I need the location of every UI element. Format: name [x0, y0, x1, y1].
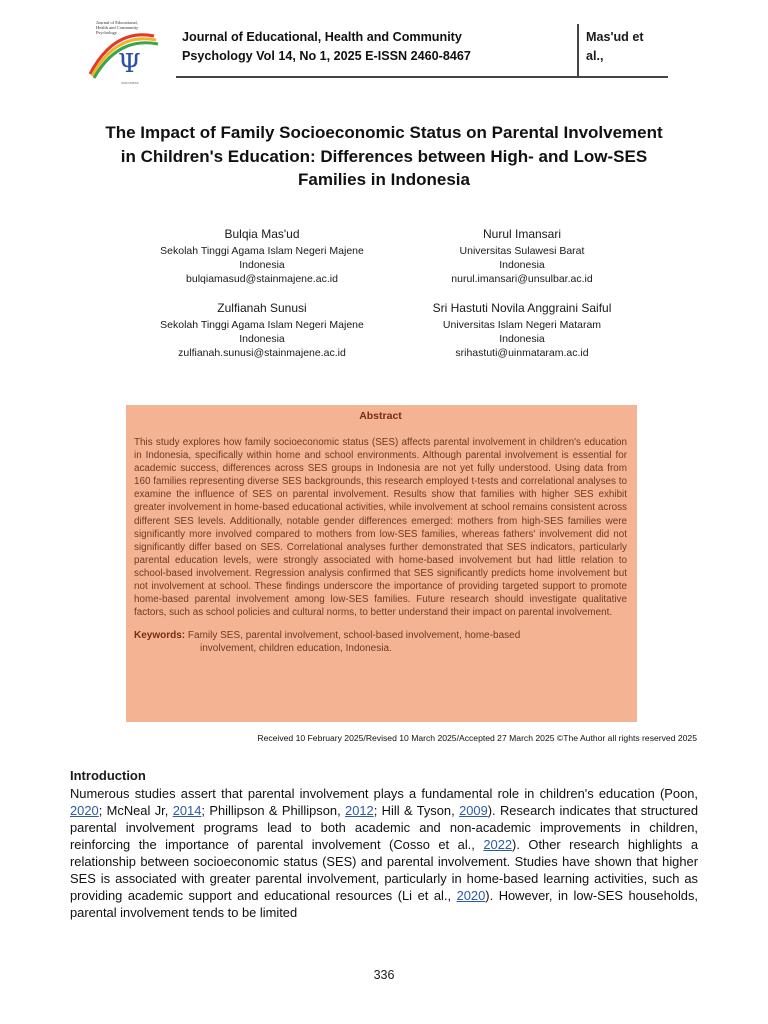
journal-title-line1: Journal of Educational, Health and Community [182, 30, 462, 44]
svg-text:UMS PRESS: UMS PRESS [121, 81, 139, 85]
introduction-paragraph [70, 785, 698, 921]
author-name: Sri Hastuti Novila Anggraini Saiful [432, 301, 612, 315]
author-block [382, 300, 662, 360]
received-dates: Received 10 February 2025/Revised 10 March 2025/Accepted 27 March 2025 ©The Author all rights reserved 2025 [257, 733, 697, 743]
svg-text:Health and Community: Health and Community [96, 25, 139, 30]
intro-text-part: ; Hill & Tyson, [373, 803, 460, 818]
header-vertical-divider [577, 24, 579, 78]
svg-text:Ψ: Ψ [118, 49, 141, 79]
journal-logo [84, 14, 172, 86]
author-affiliation: Sekolah Tinggi Agama Islam Negeri Majene [160, 319, 364, 331]
author-block [122, 300, 402, 360]
abstract-box [126, 405, 637, 722]
header-authors-line2: al., [586, 49, 604, 63]
header-horizontal-divider [176, 76, 668, 78]
svg-text:Journal of Educational,: Journal of Educational, [96, 20, 138, 25]
citation-link[interactable]: 2022 [483, 837, 513, 852]
author-name: Nurul Imansari [482, 227, 562, 241]
abstract-text: This study explores how family socioeconomic status (SES) affects parental involvement in children's education in Indonesia, specifically within home and school environments. Although parental involvement is essential for academic success, differences across SES groups in Indonesia are not yet fully understood. Using data from 160 families representing diverse SES backgrounds, this research employed t-tests and correlational analyses to examine the influence of SES on parental involvement. Results show that families with higher SES exhibit greater involvement in home-based educational activities, while involvement at school remains consistent across different SES levels. Additionally, notable gender differences emerged: mothers from high-SES families were significantly more involved compared to mothers from low-SES families, whereas fathers' involvement did not significantly differ based on SES. Correlational analyses further demonstrated that SES indicators, particularly parental education levels, were strongly associated with home-based involvement but had little relation to school-based involvement. Regression analysis confirmed that SES significantly predicts home involvement but not involvement at school. These findings underscore the importance of providing targeted support to promote home-based parental involvement among low-SES families. Future research should investigate qualitative factors, such as school policies and cultural norms, to better understand their impact on parental involvement. [134, 437, 627, 619]
author-country: Indonesia [499, 259, 545, 271]
author-name: Zulfianah Sunusi [217, 301, 307, 315]
journal-title-line2: Psychology Vol 14, No 1, 2025 E-ISSN 2460-8467 [182, 49, 471, 63]
author-block [382, 226, 662, 286]
keywords-line2: involvement, children education, Indonesia. [200, 643, 392, 655]
citation-link[interactable]: 2020 [70, 803, 99, 818]
author-name: Bulqia Mas'ud [224, 227, 300, 241]
intro-text-part: Numerous studies assert that parental involvement plays a fundamental role in children's education (Poon, [70, 786, 698, 801]
author-country: Indonesia [499, 333, 545, 345]
abstract-heading: Abstract [359, 410, 402, 422]
citation-link[interactable]: 2020 [456, 888, 486, 903]
journal-title [182, 28, 572, 66]
author-email[interactable]: nurul.imansari@unsulbar.ac.id [451, 273, 593, 285]
author-affiliation: Universitas Sulawesi Barat [459, 245, 585, 257]
header-authors [586, 28, 666, 66]
intro-text-part: ; Phillipson & Phillipson, [201, 803, 346, 818]
intro-text-part: ). Research indicates that structured parental involvement programs lead to both academic and non-academic improvements in children, reinforcing the importance of parental involvement (Cosso et al., [70, 803, 698, 852]
author-block [122, 226, 402, 286]
author-affiliation: Universitas Islam Negeri Mataram [442, 319, 602, 331]
svg-text:Psychology: Psychology [96, 30, 118, 35]
intro-text-part: ). However, in low-SES households, parental involvement tends to be limited [70, 888, 698, 920]
citation-link[interactable]: 2014 [172, 803, 202, 818]
author-email[interactable]: bulqiamasud@stainmajene.ac.id [186, 273, 338, 285]
introduction-heading: Introduction [70, 768, 146, 783]
author-country: Indonesia [239, 333, 285, 345]
header-authors-line1: Mas'ud et [586, 30, 644, 44]
keywords-line1: Family SES, parental involvement, school-based involvement, home-based [187, 630, 521, 642]
citation-link[interactable]: 2009 [459, 803, 488, 818]
intro-text-part: ; McNeal Jr, [98, 803, 173, 818]
keywords [134, 629, 627, 655]
author-affiliation: Sekolah Tinggi Agama Islam Negeri Majene [160, 245, 364, 257]
intro-text-part: ). Other research highlights a relationship between socioeconomic status (SES) and parental involvement. Studies have shown that higher SES is associated with greater parental involvement, particularly in home-based learning activities, such as providing academic support and educational resources (Li et al., [70, 837, 698, 903]
paper-title: The Impact of Family Socioeconomic Status on Parental Involvement in Children's Education: Differences between High- and Low-SES Families in Indonesia [105, 123, 663, 190]
citation-link[interactable]: 2012 [345, 803, 374, 818]
keywords-label: Keywords: [134, 630, 186, 642]
page-number: 336 [373, 968, 395, 982]
author-email[interactable]: zulfianah.sunusi@stainmajene.ac.id [178, 347, 346, 359]
author-country: Indonesia [239, 259, 285, 271]
page-header [0, 0, 768, 85]
author-email[interactable]: srihastuti@uinmataram.ac.id [455, 347, 589, 359]
